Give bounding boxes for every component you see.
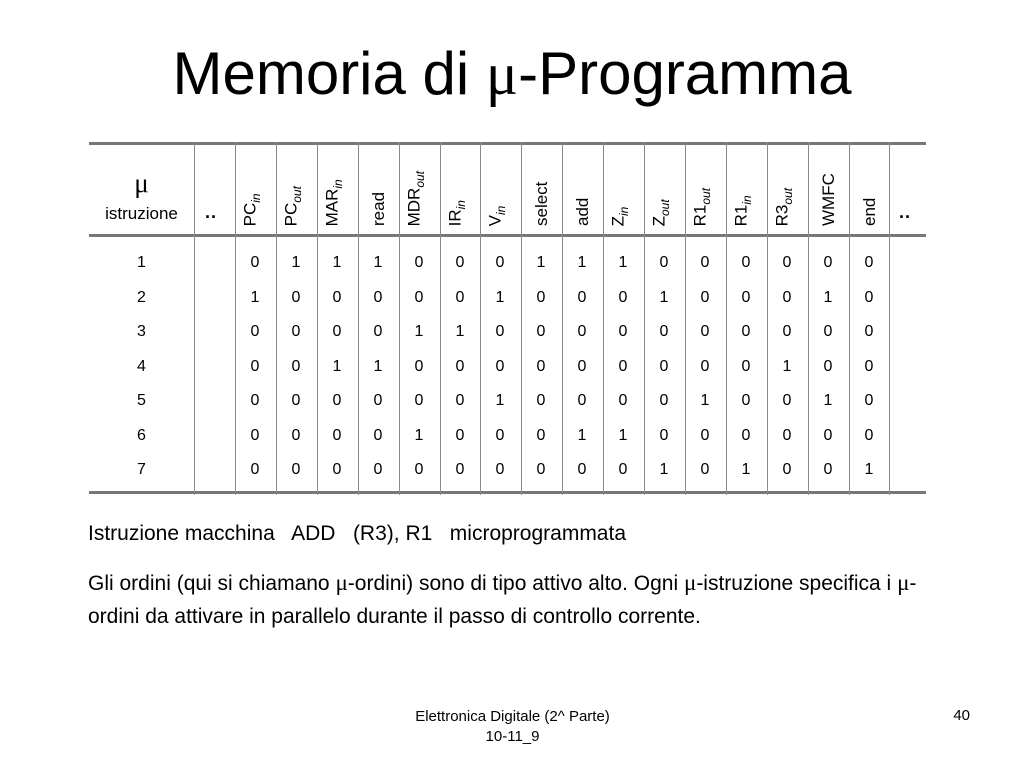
column-header-label: PC — [281, 202, 301, 226]
table-cell: 0 — [741, 323, 751, 340]
table-cell: 0 — [373, 323, 383, 340]
column-header-label: add — [573, 197, 592, 226]
column-header — [685, 142, 725, 236]
column-header-subscript: out — [413, 170, 427, 188]
column-header-subscript: out — [658, 198, 672, 216]
row-number: 2 — [137, 289, 146, 306]
column-header-subscript: out — [781, 187, 795, 205]
table-cell: 0 — [700, 427, 710, 444]
column-divider — [194, 142, 195, 495]
caption-text: Istruzione macchina ADD (R3), R1 microprogrammata — [88, 522, 627, 545]
table-cell: 0 — [823, 427, 833, 444]
table-cell: 1 — [659, 461, 669, 478]
table-cell: 0 — [332, 392, 342, 409]
table-cell: 0 — [250, 392, 260, 409]
title-prefix: Memoria di — [172, 40, 486, 107]
table-cell: 0 — [414, 254, 424, 271]
table-cell: 0 — [455, 392, 465, 409]
column-header — [480, 142, 520, 236]
table-cell: 0 — [741, 427, 751, 444]
table-cell: 1 — [618, 427, 628, 444]
table-cell: 0 — [250, 323, 260, 340]
table-cell: 1 — [823, 289, 833, 306]
table-cell: 0 — [577, 461, 587, 478]
table-cell: 0 — [782, 392, 792, 409]
column-header-label: Z — [649, 215, 669, 226]
table-cell: 0 — [864, 427, 874, 444]
column-header-subscript: out — [699, 187, 713, 205]
column-header-label: read — [369, 191, 388, 226]
title-mu-symbol: μ — [485, 41, 519, 107]
column-header — [317, 142, 357, 236]
paragraph-mu-1: μ — [335, 570, 348, 595]
table-cell: 0 — [455, 358, 465, 375]
table-cell: 0 — [250, 358, 260, 375]
table-cell: 1 — [373, 254, 383, 271]
column-header-label: R1 — [731, 204, 751, 226]
footer-course: Elettronica Digitale (2^ Parte) — [415, 708, 610, 725]
column-header — [808, 142, 848, 236]
table-cell: 0 — [455, 461, 465, 478]
table-cell: 0 — [700, 323, 710, 340]
table-cell: 0 — [741, 289, 751, 306]
table-cell: 0 — [618, 461, 628, 478]
table-cell: 0 — [700, 254, 710, 271]
column-header — [767, 142, 807, 236]
footer-code: 10-11_9 — [485, 728, 540, 745]
table-cell: 0 — [291, 289, 301, 306]
footer — [340, 707, 685, 747]
table-cell: 0 — [659, 323, 669, 340]
table-cell: 0 — [455, 289, 465, 306]
row-number: 3 — [137, 323, 146, 340]
column-header-subscript: in — [249, 193, 263, 203]
paragraph-text-2: -ordini) sono di tipo attivo alto. Ogni — [347, 572, 684, 595]
table-cell: 0 — [414, 461, 424, 478]
table-cell: 0 — [495, 358, 505, 375]
table-cell: 1 — [618, 254, 628, 271]
table-cell: 0 — [495, 427, 505, 444]
column-header — [358, 142, 398, 236]
column-header — [849, 142, 889, 236]
column-header — [562, 142, 602, 236]
table-cell: 0 — [618, 392, 628, 409]
table-cell: 0 — [291, 461, 301, 478]
row-number: 1 — [137, 254, 146, 271]
table-cell: 0 — [332, 323, 342, 340]
table-cell: 0 — [864, 289, 874, 306]
table-cell: 0 — [782, 289, 792, 306]
column-header — [603, 142, 643, 236]
table-cell: 0 — [577, 392, 587, 409]
table-cell: 0 — [618, 358, 628, 375]
slide-title — [0, 38, 1024, 110]
paragraph-mu-3: μ — [897, 570, 910, 595]
header-dots-right: .. — [899, 202, 912, 222]
column-header-label: MAR — [322, 188, 342, 226]
paragraph-text-1: Gli ordini (qui si chiamano — [88, 572, 336, 595]
table-cell: 1 — [455, 323, 465, 340]
table-cell: 1 — [332, 254, 342, 271]
column-header — [235, 142, 275, 236]
table-cell: 0 — [536, 392, 546, 409]
row-number: 7 — [137, 461, 146, 478]
column-header — [440, 142, 480, 236]
table-cell: 0 — [250, 427, 260, 444]
row-number: 6 — [137, 427, 146, 444]
table-cell: 0 — [536, 323, 546, 340]
table-cell: 1 — [864, 461, 874, 478]
table-cell: 0 — [659, 358, 669, 375]
paragraph-mu-2: μ — [683, 570, 697, 595]
table-cell: 0 — [864, 392, 874, 409]
table-cell: 0 — [414, 392, 424, 409]
column-header-subscript: in — [331, 178, 345, 189]
table-cell: 0 — [700, 289, 710, 306]
column-header-label: V — [485, 214, 505, 226]
table-cell: 0 — [536, 427, 546, 444]
table-cell: 0 — [618, 289, 628, 306]
table-cell: 0 — [700, 461, 710, 478]
column-header — [399, 142, 439, 236]
table-cell: 0 — [291, 358, 301, 375]
table-cell: 1 — [414, 427, 424, 444]
table-cell: 1 — [577, 427, 587, 444]
table-cell: 0 — [577, 323, 587, 340]
table-cell: 0 — [700, 358, 710, 375]
table-cell: 0 — [250, 254, 260, 271]
table-cell: 0 — [250, 461, 260, 478]
table-cell: 0 — [823, 254, 833, 271]
table-cell: 0 — [332, 461, 342, 478]
column-header-label: IR — [445, 209, 465, 226]
table-cell: 1 — [782, 358, 792, 375]
column-divider — [889, 142, 890, 495]
table-cell: 0 — [414, 358, 424, 375]
column-header-subscript: in — [454, 199, 468, 209]
table-cell: 0 — [373, 461, 383, 478]
column-header-label: R3 — [772, 204, 792, 226]
table-cell: 0 — [577, 358, 587, 375]
column-header — [276, 142, 316, 236]
table-cell: 0 — [373, 392, 383, 409]
column-header-label: select — [532, 181, 551, 226]
header-mu-symbol: μ — [134, 168, 149, 198]
table-cell: 1 — [495, 289, 505, 306]
table-cell: 0 — [373, 427, 383, 444]
paragraph-text-3: -istruzione specifica i — [696, 572, 898, 595]
column-header-label: Z — [608, 215, 628, 226]
column-header-label: PC — [240, 202, 260, 226]
table-cell: 0 — [618, 323, 628, 340]
table-bottom-rule — [89, 491, 926, 494]
header-dots-left: .. — [205, 202, 218, 222]
column-header — [726, 142, 766, 236]
table-cell: 0 — [782, 323, 792, 340]
table-cell: 0 — [455, 427, 465, 444]
table-cell: 1 — [700, 392, 710, 409]
table-cell: 0 — [782, 427, 792, 444]
table-cell: 1 — [332, 358, 342, 375]
table-cell: 0 — [536, 289, 546, 306]
table-cell: 0 — [864, 323, 874, 340]
table-cell: 0 — [741, 254, 751, 271]
table-cell: 0 — [823, 461, 833, 478]
column-header-label: end — [860, 197, 879, 226]
header-istruzione-label: istruzione — [105, 204, 178, 223]
microprogram-table — [89, 142, 926, 495]
table-cell: 1 — [373, 358, 383, 375]
row-number: 5 — [137, 392, 146, 409]
table-cell: 1 — [577, 254, 587, 271]
page-number: 40 — [953, 707, 970, 724]
table-cell: 1 — [414, 323, 424, 340]
column-header-subscript: in — [740, 194, 754, 205]
row-number: 4 — [137, 358, 146, 375]
table-cell: 0 — [823, 358, 833, 375]
table-cell: 0 — [823, 323, 833, 340]
table-cell: 0 — [782, 461, 792, 478]
table-cell: 0 — [741, 358, 751, 375]
paragraph-text-4: -ordini da attivare in parallelo durante il passo di controllo corrente. — [88, 572, 917, 628]
table-cell: 0 — [414, 289, 424, 306]
title-suffix: -Programma — [518, 40, 852, 107]
table-cell: 0 — [495, 461, 505, 478]
table-cell: 0 — [373, 289, 383, 306]
column-header-label: WMFC — [819, 173, 838, 226]
table-cell: 0 — [332, 289, 342, 306]
table-cell: 1 — [250, 289, 260, 306]
column-header-label: MDR — [404, 187, 424, 226]
table-cell: 0 — [536, 461, 546, 478]
column-header — [644, 142, 684, 236]
table-cell: 1 — [823, 392, 833, 409]
column-header-subscript: out — [290, 185, 304, 203]
column-header-label: R1 — [690, 204, 710, 226]
column-header-subscript: in — [617, 206, 631, 216]
table-cell: 0 — [659, 427, 669, 444]
table-cell: 0 — [332, 427, 342, 444]
table-cell: 0 — [536, 358, 546, 375]
table-cell: 0 — [577, 289, 587, 306]
column-header-subscript: in — [494, 205, 508, 215]
table-cell: 0 — [455, 254, 465, 271]
table-cell: 1 — [741, 461, 751, 478]
table-cell: 0 — [291, 323, 301, 340]
table-cell: 0 — [659, 254, 669, 271]
table-cell: 0 — [291, 427, 301, 444]
table-cell: 0 — [741, 392, 751, 409]
table-cell: 1 — [495, 392, 505, 409]
table-cell: 0 — [291, 392, 301, 409]
table-cell: 0 — [495, 323, 505, 340]
column-header — [521, 142, 561, 236]
table-cell: 0 — [659, 392, 669, 409]
table-cell: 1 — [659, 289, 669, 306]
table-cell: 1 — [291, 254, 301, 271]
table-cell: 0 — [782, 254, 792, 271]
table-cell: 0 — [864, 358, 874, 375]
description-paragraph — [88, 566, 958, 633]
table-cell: 1 — [536, 254, 546, 271]
table-cell: 0 — [495, 254, 505, 271]
table-cell: 0 — [864, 254, 874, 271]
